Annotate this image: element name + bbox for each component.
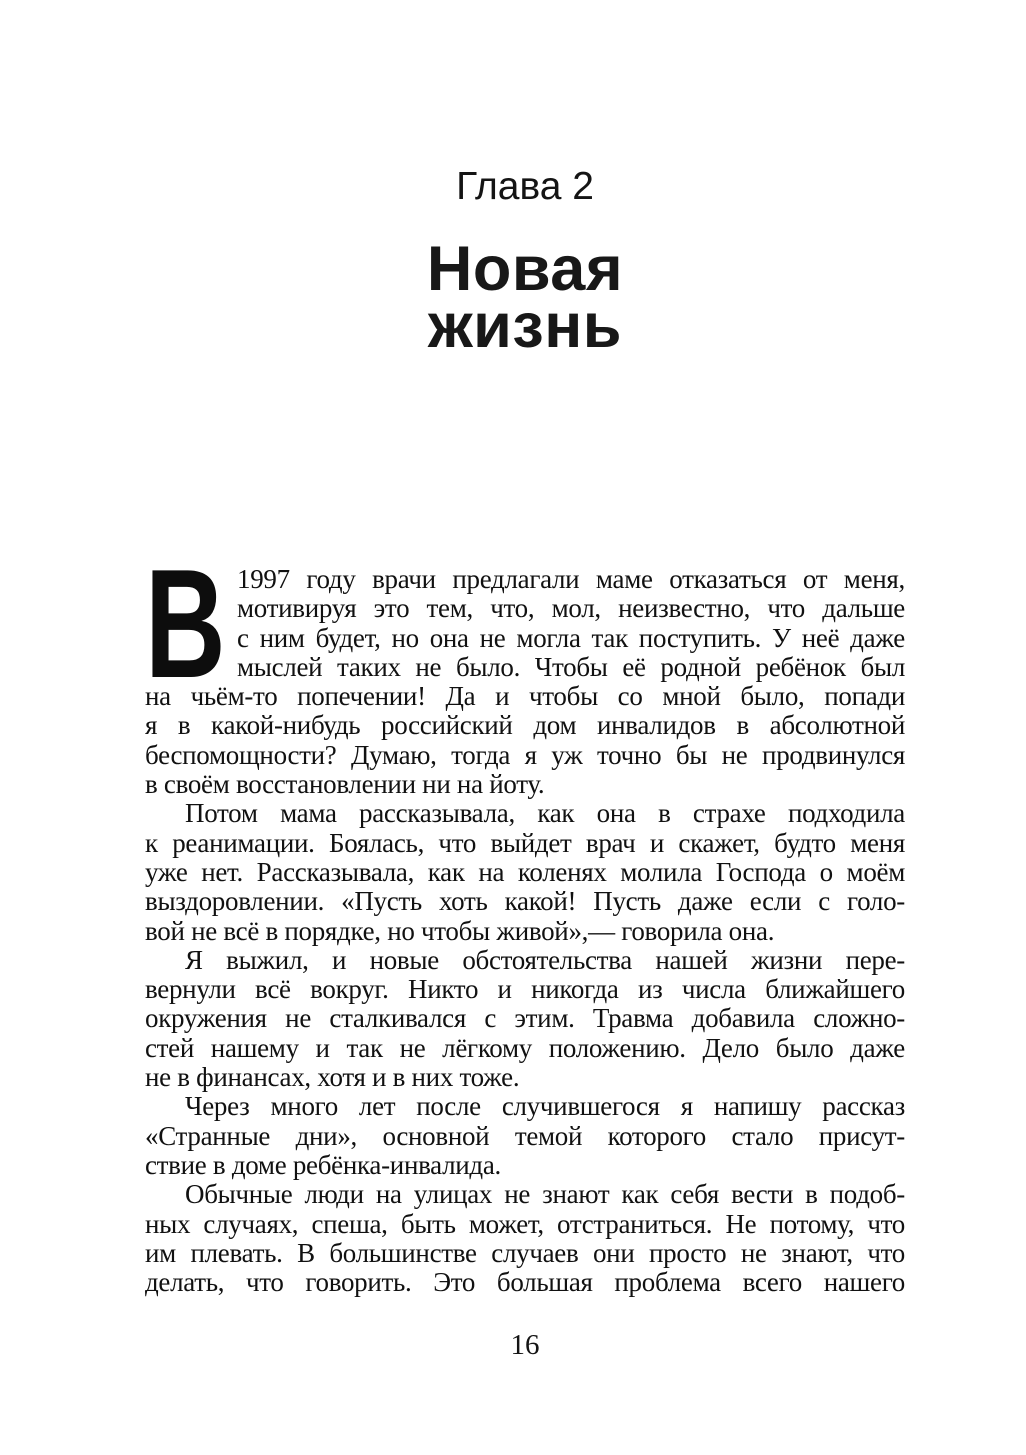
body-line: на чьём-то попечении! Да и чтобы со мной было, попади [145, 682, 905, 712]
body-line: выздоровлении. «Пусть хоть какой! Пусть даже если с голо- [145, 887, 905, 917]
body-line: в своём восстановлении ни на йоту. [145, 770, 545, 800]
body-line: Через много лет после случившегося я напишу рассказ [185, 1092, 905, 1122]
body-line: Потом мама рассказывала, как она в страхе подходила [185, 799, 905, 829]
body-line: 1997 году врачи предлагали маме отказаться от меня, [237, 565, 905, 594]
chapter-label: Глава 2 [456, 165, 594, 208]
body-line: вернули всё вокруг. Никто и никогда из числа ближайшего [145, 975, 905, 1005]
body-line: им плевать. В большинстве случаев они просто не знают, что [145, 1238, 905, 1268]
body-line: мотивируя это тем, что, мол, неизвестно, что дальше [237, 594, 905, 624]
page-title-line-1: Новая [426, 234, 624, 304]
body-line: ных случаях, спеша, быть может, отстраниться. Не потому, что [145, 1209, 905, 1239]
body-line: стей нашему и так не лёгкому положению. Дело было даже [145, 1033, 905, 1063]
body-text [145, 537, 905, 1298]
body-line: я в какой-нибудь российский дом инвалидов в абсолютной [145, 711, 905, 741]
body-line: Я выжил, и новые обстоятельства нашей жизни пере- [185, 945, 905, 975]
body-line: мыслей таких не было. Чтобы её родной ребёнок был [237, 652, 905, 682]
body-line: делать, что говорить. Это большая проблема всего нашего [145, 1268, 905, 1298]
body-line: уже нет. Рассказывала, как на коленях молила Господа о моём [145, 857, 905, 887]
body-line: Обычные люди на улицах не знают как себя вести в подоб- [185, 1180, 905, 1210]
body-line: с ним будет, но она не могла так поступить. У неё даже [237, 623, 905, 653]
body-line: к реанимации. Боялась, что выйдет врач и скажет, будто меня [145, 828, 905, 858]
page-number: 16 [510, 1329, 540, 1361]
body-line: окружения не сталкивался с этим. Травма добавила сложно- [145, 1004, 905, 1034]
body-line: ствие в доме ребёнка-инвалида. [145, 1150, 502, 1180]
body-line: беспомощности? Думаю, тогда я уж точно бы не продвинулся [145, 740, 905, 770]
drop-cap [145, 537, 237, 710]
drop-cap-letter: В [145, 537, 226, 710]
page-title-line-2: жизнь [428, 291, 622, 361]
page-title [145, 234, 905, 361]
body-line: «Странные дни», основной темой которого стало присут- [145, 1121, 905, 1151]
body-line: не в финансах, хотя и в них тоже. [145, 1063, 520, 1093]
body-line: вой не всё в порядке, но чтобы живой»,— говорила она. [145, 916, 775, 946]
